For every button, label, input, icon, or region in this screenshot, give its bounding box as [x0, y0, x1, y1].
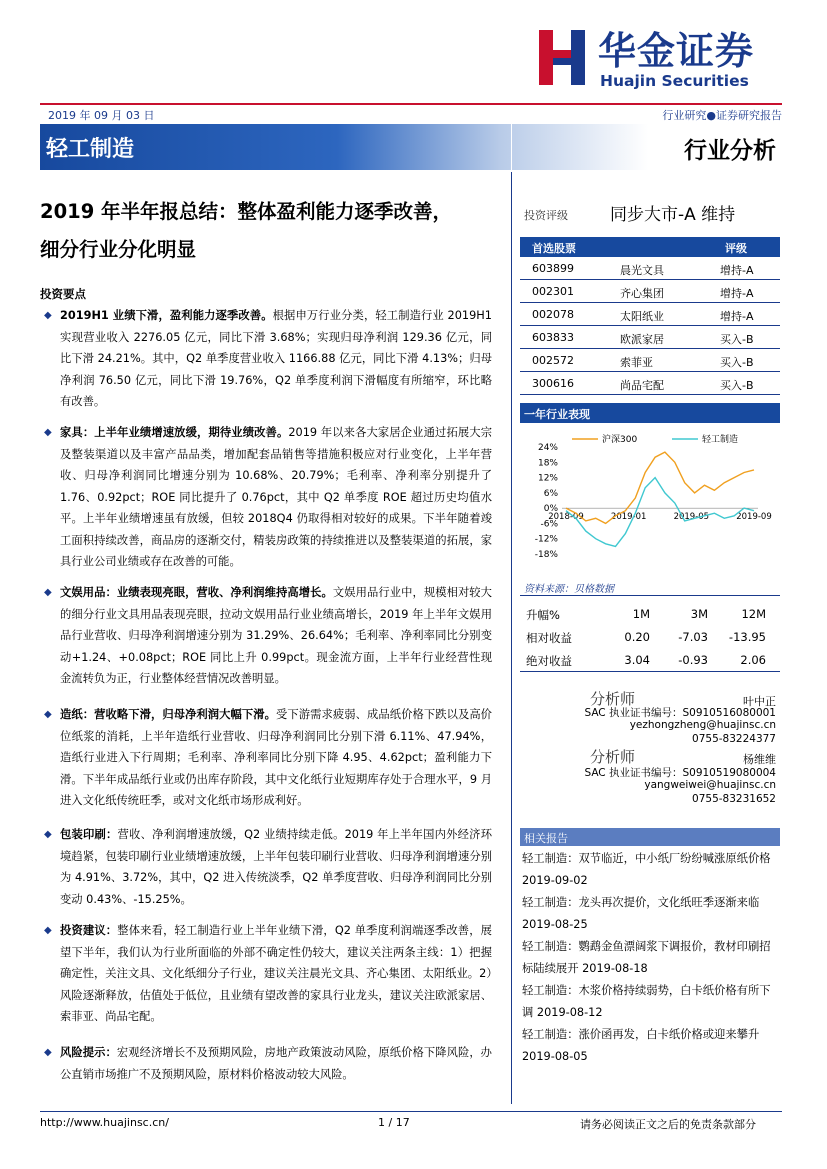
x-tick-label: 2019-05	[673, 512, 710, 523]
cell-value: 2.06	[740, 653, 766, 667]
analyst-phone: 0755-83224377	[692, 733, 776, 745]
paragraph-paper	[40, 704, 492, 812]
table-header	[520, 603, 780, 626]
header-cell: 升幅%	[526, 608, 560, 622]
y-tick-label: -12%	[534, 534, 558, 545]
table-row	[520, 649, 780, 672]
report-date: 2019 年 09 月 03 日	[48, 109, 155, 122]
paragraph-body: 营收、净利润增速放缓，Q2 业绩持续走低。2019 年上半年国内外经济环境趋紧，包装印刷行业业绩增速放缓，上半年包装印刷行业营收、归母净利润增速分别为 4.91%、3.72%，其中，Q2 进入传统淡季，Q2 单季度营收、归母净利润同比分别变动 0.43%、-15.25%。	[60, 828, 492, 906]
cell-value: 3.04	[624, 653, 650, 667]
row-label: 相对收益	[526, 631, 572, 645]
table-row	[520, 280, 780, 303]
analyst-sac: SAC 执业证书编号：S0910519080004	[584, 767, 776, 779]
related-reports-heading: 相关报告	[520, 828, 780, 846]
related-date: 2019-08-25	[522, 918, 588, 931]
stock-name: 齐心集团	[620, 287, 664, 300]
cell-value: 0.20	[624, 630, 650, 644]
stock-name: 欧派家居	[620, 333, 664, 346]
report-category: 行业研究●证券研究报告	[662, 109, 782, 122]
preferred-stocks-table	[520, 237, 780, 395]
table-header	[520, 237, 780, 257]
paragraph-body: 文娱用品行业中，规模相对较大的细分行业文具用品表现亮眼，拉动文娱用品行业业绩高增长，2019 年上半年文娱用品行业营收、归母净利润增速分别为 31.29%、26.64%；毛利率、净利率同比分别变动+1.24、+0.08pct；ROE 同比上升 0.99pct。现金流方面，上半年行业经营性现金流转负为正，行业整体经营情况改善明显。	[60, 586, 492, 685]
stock-code: 300616	[532, 377, 574, 390]
sector-banner	[40, 124, 782, 170]
title-line-1: 2019 年半年报总结：整体盈利能力逐季改善，	[40, 200, 453, 223]
logo-chinese: 华金证券	[598, 29, 755, 73]
industry-performance-chart	[520, 423, 780, 573]
diamond-bullet-icon: ◆	[44, 925, 52, 936]
cell-value: -0.93	[678, 653, 708, 667]
paragraph-stationery	[40, 582, 492, 690]
header-cell: 3M	[690, 607, 708, 621]
column-divider	[511, 172, 512, 1104]
paragraph-lead: 投资建议：	[60, 924, 118, 937]
investment-highlights-heading: 投资要点	[40, 287, 86, 301]
related-date: 2019-08-05	[522, 1050, 588, 1063]
stock-code: 002078	[532, 308, 574, 321]
table-bottom-rule	[520, 671, 780, 672]
analyst-email[interactable]: yangweiwei@huajinsc.cn	[644, 779, 776, 791]
huajin-logo-icon	[539, 30, 585, 85]
paragraph-furniture	[40, 422, 492, 573]
performance-table	[520, 603, 780, 672]
related-title[interactable]: 轻工制造：涨价函再发，白卡纸价格或迎来攀升	[522, 1028, 760, 1041]
stock-rating: 买入-B	[720, 333, 754, 346]
stock-rating: 增持-A	[720, 310, 754, 323]
header-stocks: 首选股票	[532, 242, 576, 255]
related-report-item[interactable]	[522, 980, 780, 1024]
diamond-bullet-icon: ◆	[44, 1047, 52, 1058]
header-cell: 1M	[632, 607, 650, 621]
source-rule	[520, 595, 780, 596]
analyst-role: 分析师	[590, 748, 636, 766]
stock-name: 尚品宅配	[620, 379, 664, 392]
y-tick-label: 24%	[537, 443, 558, 453]
related-title[interactable]: 轻工制造：双节临近，中小纸厂纷纷喊涨原纸价格	[522, 852, 771, 865]
related-title[interactable]: 轻工制造：木浆价格持续弱势，白卡纸价格有所下调	[522, 984, 771, 1019]
rating-label: 投资评级	[524, 209, 568, 222]
footer-page-number: 1 / 17	[378, 1116, 410, 1129]
stock-code: 603833	[532, 331, 574, 344]
analyst-phone: 0755-83231652	[692, 793, 776, 805]
y-tick-label: 18%	[537, 458, 558, 469]
paragraph-lead: 2019H1 业绩下滑，盈利能力逐季改善。	[60, 309, 273, 322]
cell-value: -13.95	[728, 630, 766, 644]
analyst-email[interactable]: yezhongzheng@huajinsc.cn	[629, 719, 776, 731]
stock-rating: 买入-B	[720, 356, 754, 369]
rating-value: 同步大市-A 维持	[610, 205, 736, 225]
legend-label: 轻工制造	[702, 435, 739, 445]
stock-code: 603899	[532, 262, 574, 275]
related-report-item[interactable]	[522, 1024, 780, 1068]
table-row	[520, 326, 780, 349]
series-line	[566, 452, 754, 523]
stock-name: 太阳纸业	[620, 310, 664, 323]
row-label: 绝对收益	[526, 654, 572, 668]
chart-source: 资料来源：贝格数据	[524, 584, 614, 595]
analyst-sac: SAC 执业证书编号：S0910516080001	[584, 707, 776, 719]
related-date: 2019-09-02	[522, 874, 588, 887]
diamond-bullet-icon: ◆	[44, 587, 52, 598]
diamond-bullet-icon: ◆	[44, 709, 52, 720]
related-date: 2019-08-12	[536, 1006, 603, 1019]
stock-rating: 增持-A	[720, 287, 754, 300]
footer-url[interactable]: http://www.huajinsc.cn/	[40, 1116, 169, 1129]
paragraph-packaging	[40, 824, 492, 910]
paragraph-body: 根据申万行业分类，轻工制造行业 2019H1 实现营业收入 2276.05 亿元，同比下滑 3.68%；实现归母净利润 129.36 亿元，同比下滑 24.21%。其中，Q2 单季度营业收入 1166.88 亿元，同比下滑 4.13%；归母净利润 76.50 亿元，同比下滑 19.76%，Q2 单季度利润下滑幅度有所缩窄，环比略有改善。	[60, 309, 492, 408]
stock-rating: 买入-B	[720, 379, 754, 392]
table-row	[520, 257, 780, 280]
paragraph-body: 整体来看，轻工制造行业上半年业绩下滑，Q2 单季度利润端逐季改善，展望下半年，我们认为行业所面临的外部不确定性仍较大，建议关注两条主线：1）把握确定性，关注文具、文化纸细分子行业，建议关注晨光文具、齐心集团、太阳纸业。2）风险逐渐释放，估值处于低位，且业绩有望改善的家具行业龙头，建议关注欧派家居、索菲亚、尚品宅配。	[60, 924, 492, 1023]
paragraph-lead: 包装印刷：	[60, 828, 118, 841]
report-type: 行业分析	[684, 138, 776, 164]
analyst-name: 杨维维	[743, 753, 776, 766]
analyst-role: 分析师	[590, 690, 636, 708]
related-report-item[interactable]	[522, 936, 780, 980]
header-red-rule	[40, 103, 782, 105]
analyst-block	[520, 746, 780, 816]
paragraph-investment-advice	[40, 920, 492, 1028]
logo-english: Huajin Securities	[600, 72, 749, 90]
x-tick-label: 2019-01	[610, 512, 647, 523]
table-row	[520, 626, 780, 649]
header-rating: 评级	[725, 242, 747, 255]
related-title[interactable]: 轻工制造：龙头再次提价，文化纸旺季逐渐来临	[522, 896, 760, 909]
related-title[interactable]: 轻工制造：鹦鹉金鱼漂阔浆下调报价，教材印刷招标陆续展开	[522, 940, 771, 975]
y-tick-label: -18%	[534, 550, 558, 560]
footer-disclaimer: 请务必阅读正文之后的免责条款部分	[580, 1118, 756, 1131]
related-report-item[interactable]	[522, 848, 780, 892]
stock-code: 002572	[532, 354, 574, 367]
header-cell: 12M	[741, 607, 766, 621]
report-title	[40, 193, 500, 269]
paragraph-lead: 造纸：营收略下滑，归母净利润大幅下滑。	[60, 708, 277, 721]
stock-code: 002301	[532, 285, 574, 298]
paragraph-lead: 家具：上半年业绩增速放缓，期待业绩改善。	[60, 426, 289, 439]
table-row	[520, 349, 780, 372]
paragraph-lead: 文娱用品：业绩表现亮眼，营收、净利润维持高增长。	[60, 586, 333, 599]
y-tick-label: 6%	[543, 488, 558, 499]
related-date: 2019-08-18	[582, 962, 648, 975]
diamond-bullet-icon: ◆	[44, 310, 52, 321]
banner-divider	[511, 124, 512, 170]
paragraph-lead: 风险提示：	[60, 1046, 117, 1059]
paragraph-body: 宏观经济增长不及预期风险，房地产政策波动风险，原纸价格下降风险，办公直销市场推广不及预期风险，原材料价格波动较大风险。	[60, 1046, 492, 1081]
date-bar	[40, 106, 782, 122]
x-tick-label: 2018-09	[548, 512, 584, 523]
paragraph-risk	[40, 1042, 492, 1085]
title-line-2: 细分行业分化明显	[40, 238, 197, 261]
cell-value: -7.03	[678, 630, 708, 644]
series-line	[566, 478, 754, 547]
stock-name: 索菲亚	[620, 356, 653, 369]
footer-rule	[40, 1111, 782, 1112]
paragraph-h1-results	[40, 305, 492, 413]
y-tick-label: 0%	[543, 504, 558, 515]
sector-name: 轻工制造	[46, 137, 135, 162]
related-report-item[interactable]	[522, 892, 780, 936]
table-row	[520, 303, 780, 326]
paragraph-body: 受下游需求疲弱、成品纸价格下跌以及高价位纸浆的消耗，上半年造纸行业营收、归母净利润同比分别下滑 6.11%、47.94%，造纸行业进入下行周期；毛利率、净利率同比分别下降 4.95、4.62pct；盈利能力下滑。下半年成品纸行业或仍出库存阶段，其中文化纸行业短期库存处于合理水平，9 月进入文化纸传统旺季，或对文化纸市场形成利好。	[60, 708, 492, 807]
stock-name: 晨光文具	[620, 264, 664, 277]
diamond-bullet-icon: ◆	[44, 427, 52, 438]
x-tick-label: 2019-09	[736, 512, 772, 523]
analyst-name: 叶中正	[743, 695, 776, 708]
legend-label: 沪深300	[602, 435, 638, 445]
stock-rating: 增持-A	[720, 264, 754, 277]
industry-performance-heading: 一年行业表现	[520, 403, 780, 423]
y-tick-label: -6%	[540, 519, 558, 530]
diamond-bullet-icon: ◆	[44, 829, 52, 840]
y-tick-label: 12%	[537, 473, 558, 484]
table-row	[520, 372, 780, 395]
paragraph-body: 2019 年以来各大家居企业通过拓展大宗及整装渠道以及丰富产品品类，增加配套品销售等措施积极应对行业变化，上半年营收、归母净利润同比增速分别为 10.68%、20.79%；毛利率、净利率分别提升了 1.76、0.92pct；ROE 同比提升了 0.76pct，其中 Q2 单季度 ROE 超过历史均值水平。上半年业绩增速虽有放缓，但较 2018Q4 仍取得相对较好的成果。下半年随着竣工面积持续改善，商品房的逐渐交付，精装房政策的持续推进以及整装渠道的拓展，家具行业公司业绩或存在改善的可能。	[60, 426, 492, 568]
